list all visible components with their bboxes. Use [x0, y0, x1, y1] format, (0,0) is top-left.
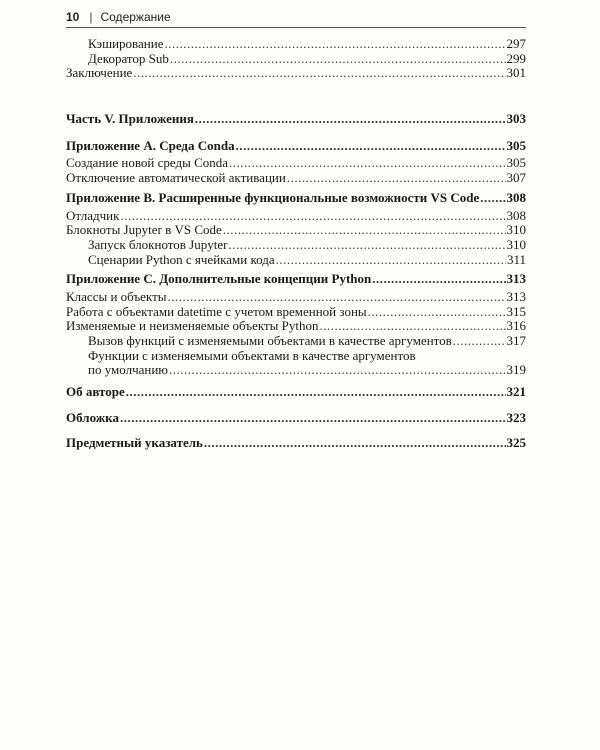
toc-entry-appendix-c-1[interactable]: [66, 290, 526, 305]
dot-leader: [453, 334, 506, 349]
dot-leader: [170, 52, 506, 67]
toc-entry-page: 303: [506, 111, 526, 127]
toc-entry-appendix-c-2[interactable]: [66, 305, 526, 320]
toc-entry-title-line1: Функции с изменяемыми объектами в качестве аргументов: [88, 347, 416, 363]
toc-entry-appendix-b-2[interactable]: [66, 223, 526, 238]
toc-entry-page: 319: [506, 362, 526, 378]
dot-leader: [169, 363, 505, 378]
running-header: [66, 9, 526, 25]
toc-entry-page: 301: [506, 65, 526, 81]
page-number: 10: [66, 10, 80, 24]
toc-entry-appendix-a-2[interactable]: [66, 171, 526, 186]
toc-entry-title: Приложение В. Расширенные функциональные возможности VS Code: [66, 189, 480, 205]
dot-leader: [276, 253, 506, 268]
toc-entry-appendix-a[interactable]: [66, 139, 526, 154]
toc-entry-title: Обложка: [66, 409, 119, 425]
dot-leader: [287, 171, 506, 186]
toc-entry-page: 317: [506, 333, 526, 348]
toc-entry-sub-decorator[interactable]: [66, 52, 526, 67]
table-of-contents: [66, 37, 526, 451]
dot-leader: [319, 319, 505, 334]
toc-entry-appendix-b-2-2[interactable]: [66, 253, 526, 268]
toc-entry-page: 297: [506, 36, 526, 51]
spacer: [66, 81, 526, 112]
toc-entry-title: Классы и объекты: [66, 288, 167, 304]
toc-entry-title: Вызов функций с изменяемыми объектами в качестве аргументов: [88, 333, 452, 348]
toc-entry-title: Приложение С. Дополнительные концепции Python: [66, 271, 372, 287]
toc-entry-caching[interactable]: [66, 37, 526, 52]
toc-entry-part5[interactable]: [66, 112, 526, 127]
toc-entry-page: 308: [506, 207, 526, 223]
dot-leader: [195, 112, 506, 127]
dot-leader: [368, 305, 506, 320]
dot-leader: [229, 156, 505, 171]
toc-entry-title: Предметный указатель: [66, 435, 203, 451]
toc-entry-page: 307: [506, 170, 526, 186]
toc-entry-title: Отладчик: [66, 207, 120, 223]
toc-entry-page: 325: [506, 435, 526, 451]
toc-entry-page: 316: [506, 318, 526, 334]
toc-entry-page: 299: [506, 50, 526, 66]
dot-leader: [236, 139, 506, 154]
toc-entry-title: Часть V. Приложения: [66, 111, 194, 127]
toc-entry-appendix-c-3-1[interactable]: [66, 334, 526, 349]
dot-leader: [372, 272, 505, 287]
toc-entry-title: Заключение: [66, 65, 133, 81]
dot-leader: [126, 385, 506, 400]
dot-leader: [133, 66, 505, 81]
toc-entry-title: Работа с объектами datetime с учетом временной зоны: [66, 303, 367, 319]
toc-entry-title: Создание новой среды Conda: [66, 155, 229, 171]
toc-entry-page: 308: [506, 189, 526, 205]
toc-entry-page: 310: [506, 236, 526, 252]
toc-entry-cover[interactable]: [66, 411, 526, 426]
toc-entry-appendix-b[interactable]: [66, 191, 526, 206]
toc-entry-page: 311: [506, 251, 526, 267]
toc-entry-line2: [88, 363, 526, 378]
toc-entry-page: 305: [506, 137, 526, 153]
toc-entry-title: Об авторе: [66, 384, 125, 400]
toc-entry-title: Приложение А. Среда Conda: [66, 137, 235, 153]
dot-leader: [120, 411, 506, 426]
toc-entry-appendix-c[interactable]: [66, 272, 526, 287]
toc-entry-title: Отключение автоматической активации: [66, 170, 286, 186]
toc-entry-conclusion[interactable]: [66, 66, 526, 81]
header-separator: |: [89, 10, 93, 24]
toc-entry-page: 313: [506, 288, 526, 304]
dot-leader: [228, 238, 505, 253]
dot-leader: [164, 37, 505, 52]
toc-entry-title-line2: по умолчанию: [88, 362, 169, 378]
dot-leader: [204, 436, 506, 451]
toc-entry-appendix-b-2-1[interactable]: [66, 238, 526, 253]
toc-entry-page: 321: [506, 384, 526, 400]
spacer: [66, 127, 526, 139]
toc-entry-appendix-c-3[interactable]: [66, 319, 526, 334]
toc-entry-title: Запуск блокнотов Jupyter: [88, 236, 228, 252]
toc-entry-appendix-a-1[interactable]: [66, 156, 526, 171]
toc-entry-index[interactable]: [66, 436, 526, 451]
toc-entry-page: 315: [506, 303, 526, 319]
toc-entry-appendix-c-3-2[interactable]: [66, 349, 526, 378]
dot-leader: [223, 223, 506, 238]
dot-leader: [480, 191, 505, 206]
toc-entry-about-author[interactable]: [66, 385, 526, 400]
toc-entry-page: 313: [506, 271, 526, 287]
header-rule: [66, 27, 526, 28]
toc-entry-page: 305: [506, 155, 526, 171]
dot-leader: [120, 209, 505, 224]
toc-entry-page: 310: [506, 222, 526, 238]
toc-entry-title: Изменяемые и неизменяемые объекты Python: [66, 318, 319, 334]
dot-leader: [168, 290, 506, 305]
toc-entry-page: 323: [506, 409, 526, 425]
running-header-title: Содержание: [100, 10, 171, 24]
toc-entry-title: Декоратор Sub: [88, 50, 169, 66]
toc-entry-title: Кэширование: [88, 36, 164, 51]
toc-entry-appendix-b-1[interactable]: [66, 209, 526, 224]
toc-entry-title: Блокноты Jupyter в VS Code: [66, 222, 222, 238]
toc-entry-title: Сценарии Python с ячейками кода: [88, 251, 275, 267]
